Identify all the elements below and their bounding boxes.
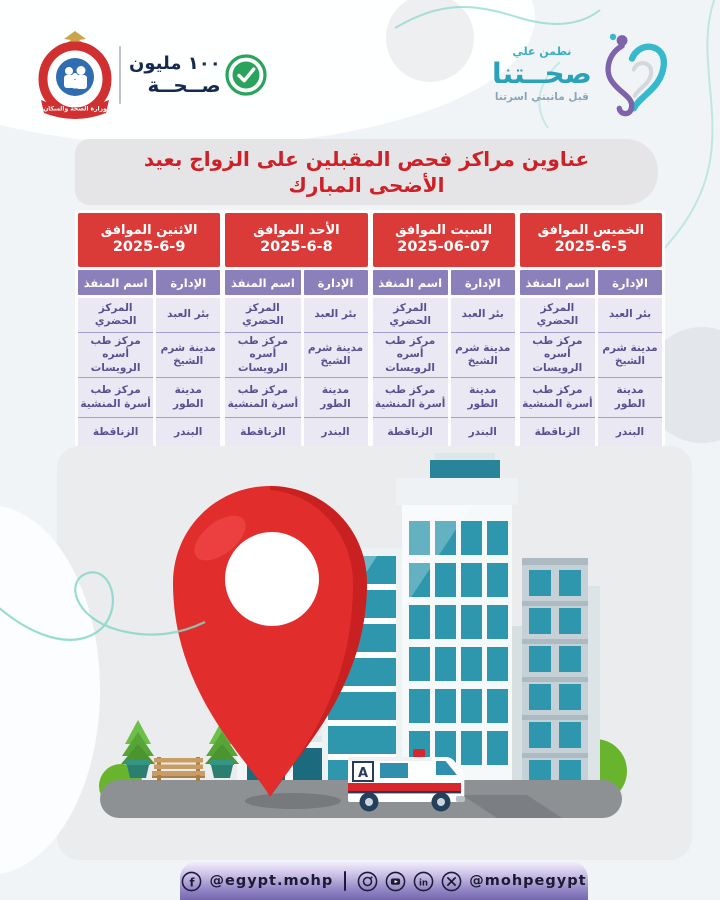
column-header-outlet: اسم المنفذ: [225, 270, 300, 295]
column-header-outlet: اسم المنفذ: [78, 270, 153, 295]
outlet-cell: مركز طب أسرة المنشية: [225, 378, 300, 418]
x-icon[interactable]: [441, 871, 462, 892]
day-group: [373, 213, 515, 448]
admin-cell: بئر العبد: [451, 298, 515, 333]
title-banner: [75, 139, 658, 205]
hundred-million-line2: صــحــة: [147, 72, 221, 97]
outlet-cell: مركز طب أسره الرويسات: [78, 333, 153, 378]
youtube-icon[interactable]: [385, 871, 406, 892]
sehetna-tagline-top: نطمن علي: [512, 45, 572, 59]
outlet-cell: مركز طب أسره الرويسات: [520, 333, 595, 378]
column-header-admin: الإدارة: [451, 270, 515, 295]
day-date: 2025-6-9: [112, 238, 186, 255]
admin-cell: مدينة شرم الشيخ: [156, 333, 220, 378]
outlet-cell: الزناقطة: [520, 418, 595, 448]
ambulance-letter: A: [357, 766, 369, 781]
hundred-million-line1: ١٠٠ مليون: [129, 52, 221, 74]
outlet-cell: الزناقطة: [225, 418, 300, 448]
svg-text:in: in: [419, 877, 429, 888]
column-header-outlet: اسم المنفذ: [520, 270, 595, 295]
day-body: [225, 298, 367, 448]
heart-icon: [594, 30, 670, 118]
day-header: [225, 213, 367, 267]
day-body: [373, 298, 515, 448]
day-label: الاثنين الموافق: [100, 222, 198, 238]
day-group: [225, 213, 367, 448]
facebook-handle[interactable]: @egypt.mohp: [209, 873, 334, 889]
check-circle-icon: [223, 52, 269, 98]
poster-title: عناوين مراكز فحص المقبلين على الزواج بعيد الأضحى المبارك: [143, 146, 590, 197]
admin-cell: البندر: [598, 418, 662, 448]
admin-cell: مدينة شرم الشيخ: [451, 333, 515, 378]
outlet-cell: مركز طب أسره الرويسات: [373, 333, 448, 378]
day-group: [78, 213, 220, 448]
ambulance-beacon: [413, 749, 425, 758]
admin-cell: مدينة الطور: [156, 378, 220, 418]
illustration-panel: [57, 446, 692, 860]
subheader-row: [520, 270, 662, 295]
day-group: [520, 213, 662, 448]
admin-cell: مدينة الطور: [451, 378, 515, 418]
main-tower: [396, 453, 518, 795]
subheader-row: [78, 270, 220, 295]
outlet-cell: الزناقطة: [78, 418, 153, 448]
pin-shadow: [245, 793, 341, 809]
day-label: الخميس الموافق: [537, 222, 645, 238]
subheader-row: [225, 270, 367, 295]
day-date: 2025-6-8: [260, 238, 333, 255]
sehetna-tagline-bottom: قبل مانبني اسرتنا: [494, 90, 589, 103]
admin-cell: البندر: [304, 418, 368, 448]
admin-cell: بئر العبد: [156, 298, 220, 333]
day-body: [520, 298, 662, 448]
day-date: 2025-6-5: [554, 238, 628, 255]
outlet-cell: المركز الحضري: [373, 298, 448, 333]
day-header: [520, 213, 662, 267]
admin-cell: مدينة الطور: [598, 378, 662, 418]
day-label: السبت الموافق: [395, 222, 493, 238]
ministry-caption: وزارة الصحة والسكان: [43, 105, 107, 113]
admin-cell: بئر العبد: [304, 298, 368, 333]
day-label: الأحد الموافق: [253, 222, 340, 238]
linkedin-icon[interactable]: [413, 871, 434, 892]
outlet-cell: مركز طب أسرة المنشية: [373, 378, 448, 418]
facebook-icon[interactable]: [181, 871, 202, 892]
social-handle[interactable]: @mohpegypt: [469, 873, 587, 889]
outlet-cell: المركز الحضري: [520, 298, 595, 333]
column-header-outlet: اسم المنفذ: [373, 270, 448, 295]
sehetna-logo: [492, 30, 670, 118]
city-scene: [57, 446, 692, 860]
day-body: [78, 298, 220, 448]
outlet-cell: المركز الحضري: [78, 298, 153, 333]
admin-cell: مدينة شرم الشيخ: [304, 333, 368, 378]
outlet-cell: مركز طب أسره الرويسات: [225, 333, 300, 378]
column-header-admin: الإدارة: [598, 270, 662, 295]
outlet-cell: الزناقطة: [373, 418, 448, 448]
svg-text:f: f: [189, 874, 195, 889]
right-building: [522, 558, 600, 795]
admin-cell: مدينة الطور: [304, 378, 368, 418]
ministry-of-health-logo: [36, 30, 114, 120]
outlet-cell: المركز الحضري: [225, 298, 300, 333]
social-footer-bar: [180, 862, 588, 900]
column-header-admin: الإدارة: [304, 270, 368, 295]
admin-cell: البندر: [451, 418, 515, 448]
column-header-admin: الإدارة: [156, 270, 220, 295]
admin-cell: بئر العبد: [598, 298, 662, 333]
outlet-cell: مركز طب أسرة المنشية: [520, 378, 595, 418]
schedule-table: [78, 213, 662, 448]
hundred-million-health-logo: [129, 52, 269, 98]
subheader-row: [373, 270, 515, 295]
instagram-icon[interactable]: [357, 871, 378, 892]
admin-cell: مدينة شرم الشيخ: [598, 333, 662, 378]
outlet-cell: مركز طب أسرة المنشية: [78, 378, 153, 418]
logo-divider: [119, 46, 121, 104]
day-header: [78, 213, 220, 267]
sehetna-title: صحــتنا: [492, 57, 592, 91]
footer-divider: [344, 871, 346, 891]
day-header: [373, 213, 515, 267]
admin-cell: البندر: [156, 418, 220, 448]
tower-connector: [512, 626, 522, 795]
day-date: 2025-06-07: [397, 238, 490, 255]
bench: [152, 757, 205, 781]
